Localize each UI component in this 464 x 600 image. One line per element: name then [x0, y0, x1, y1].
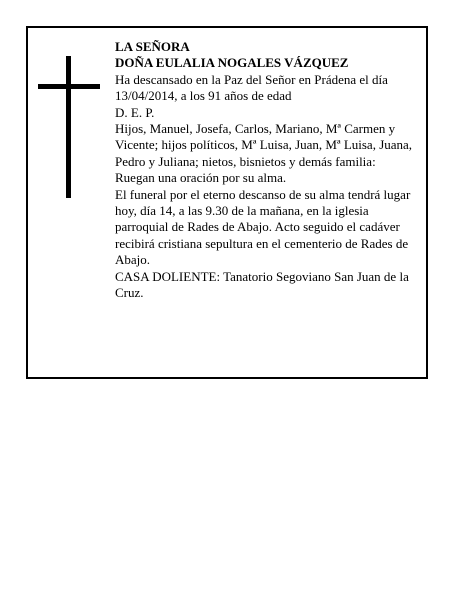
cross-vertical-bar	[66, 56, 71, 198]
notice-rip: D. E. P.	[115, 104, 155, 120]
notice-prayer-request: Ruegan una oración por su alma.	[115, 170, 287, 186]
cross-horizontal-bar	[38, 84, 100, 89]
death-notice-box	[26, 26, 428, 379]
notice-mourning-house: CASA DOLIENTE: Tanatorio Segoviano San Juan de la Cruz.	[115, 268, 409, 301]
deceased-name: DOÑA EULALIA NOGALES VÁZQUEZ	[115, 55, 349, 71]
notice-family: Hijos, Manuel, Josefa, Carlos, Mariano, Mª Carmen y Vicente; hijos políticos, Mª Luisa, Juan, Mª Luisa, Juana, Pedro y Juliana; nietos, bisnietos y demás familia:	[115, 121, 413, 169]
notice-text	[115, 39, 415, 302]
notice-funeral-details: El funeral por el eterno descanso de su alma tendrá lugar hoy, día 14, a las 9.30 de la mañana, en la iglesia parroquial de Rades de Abajo. Acto seguido el cadáver recibirá cristiana sepultura en el cementerio de Rades de Abajo.	[115, 186, 411, 268]
notice-header-title: LA SEÑORA	[115, 39, 190, 54]
notice-announcement: Ha descansado en la Paz del Señor en Prádena el día 13/04/2014, a los 91 años de edad	[115, 71, 388, 104]
latin-cross-icon	[38, 56, 100, 198]
